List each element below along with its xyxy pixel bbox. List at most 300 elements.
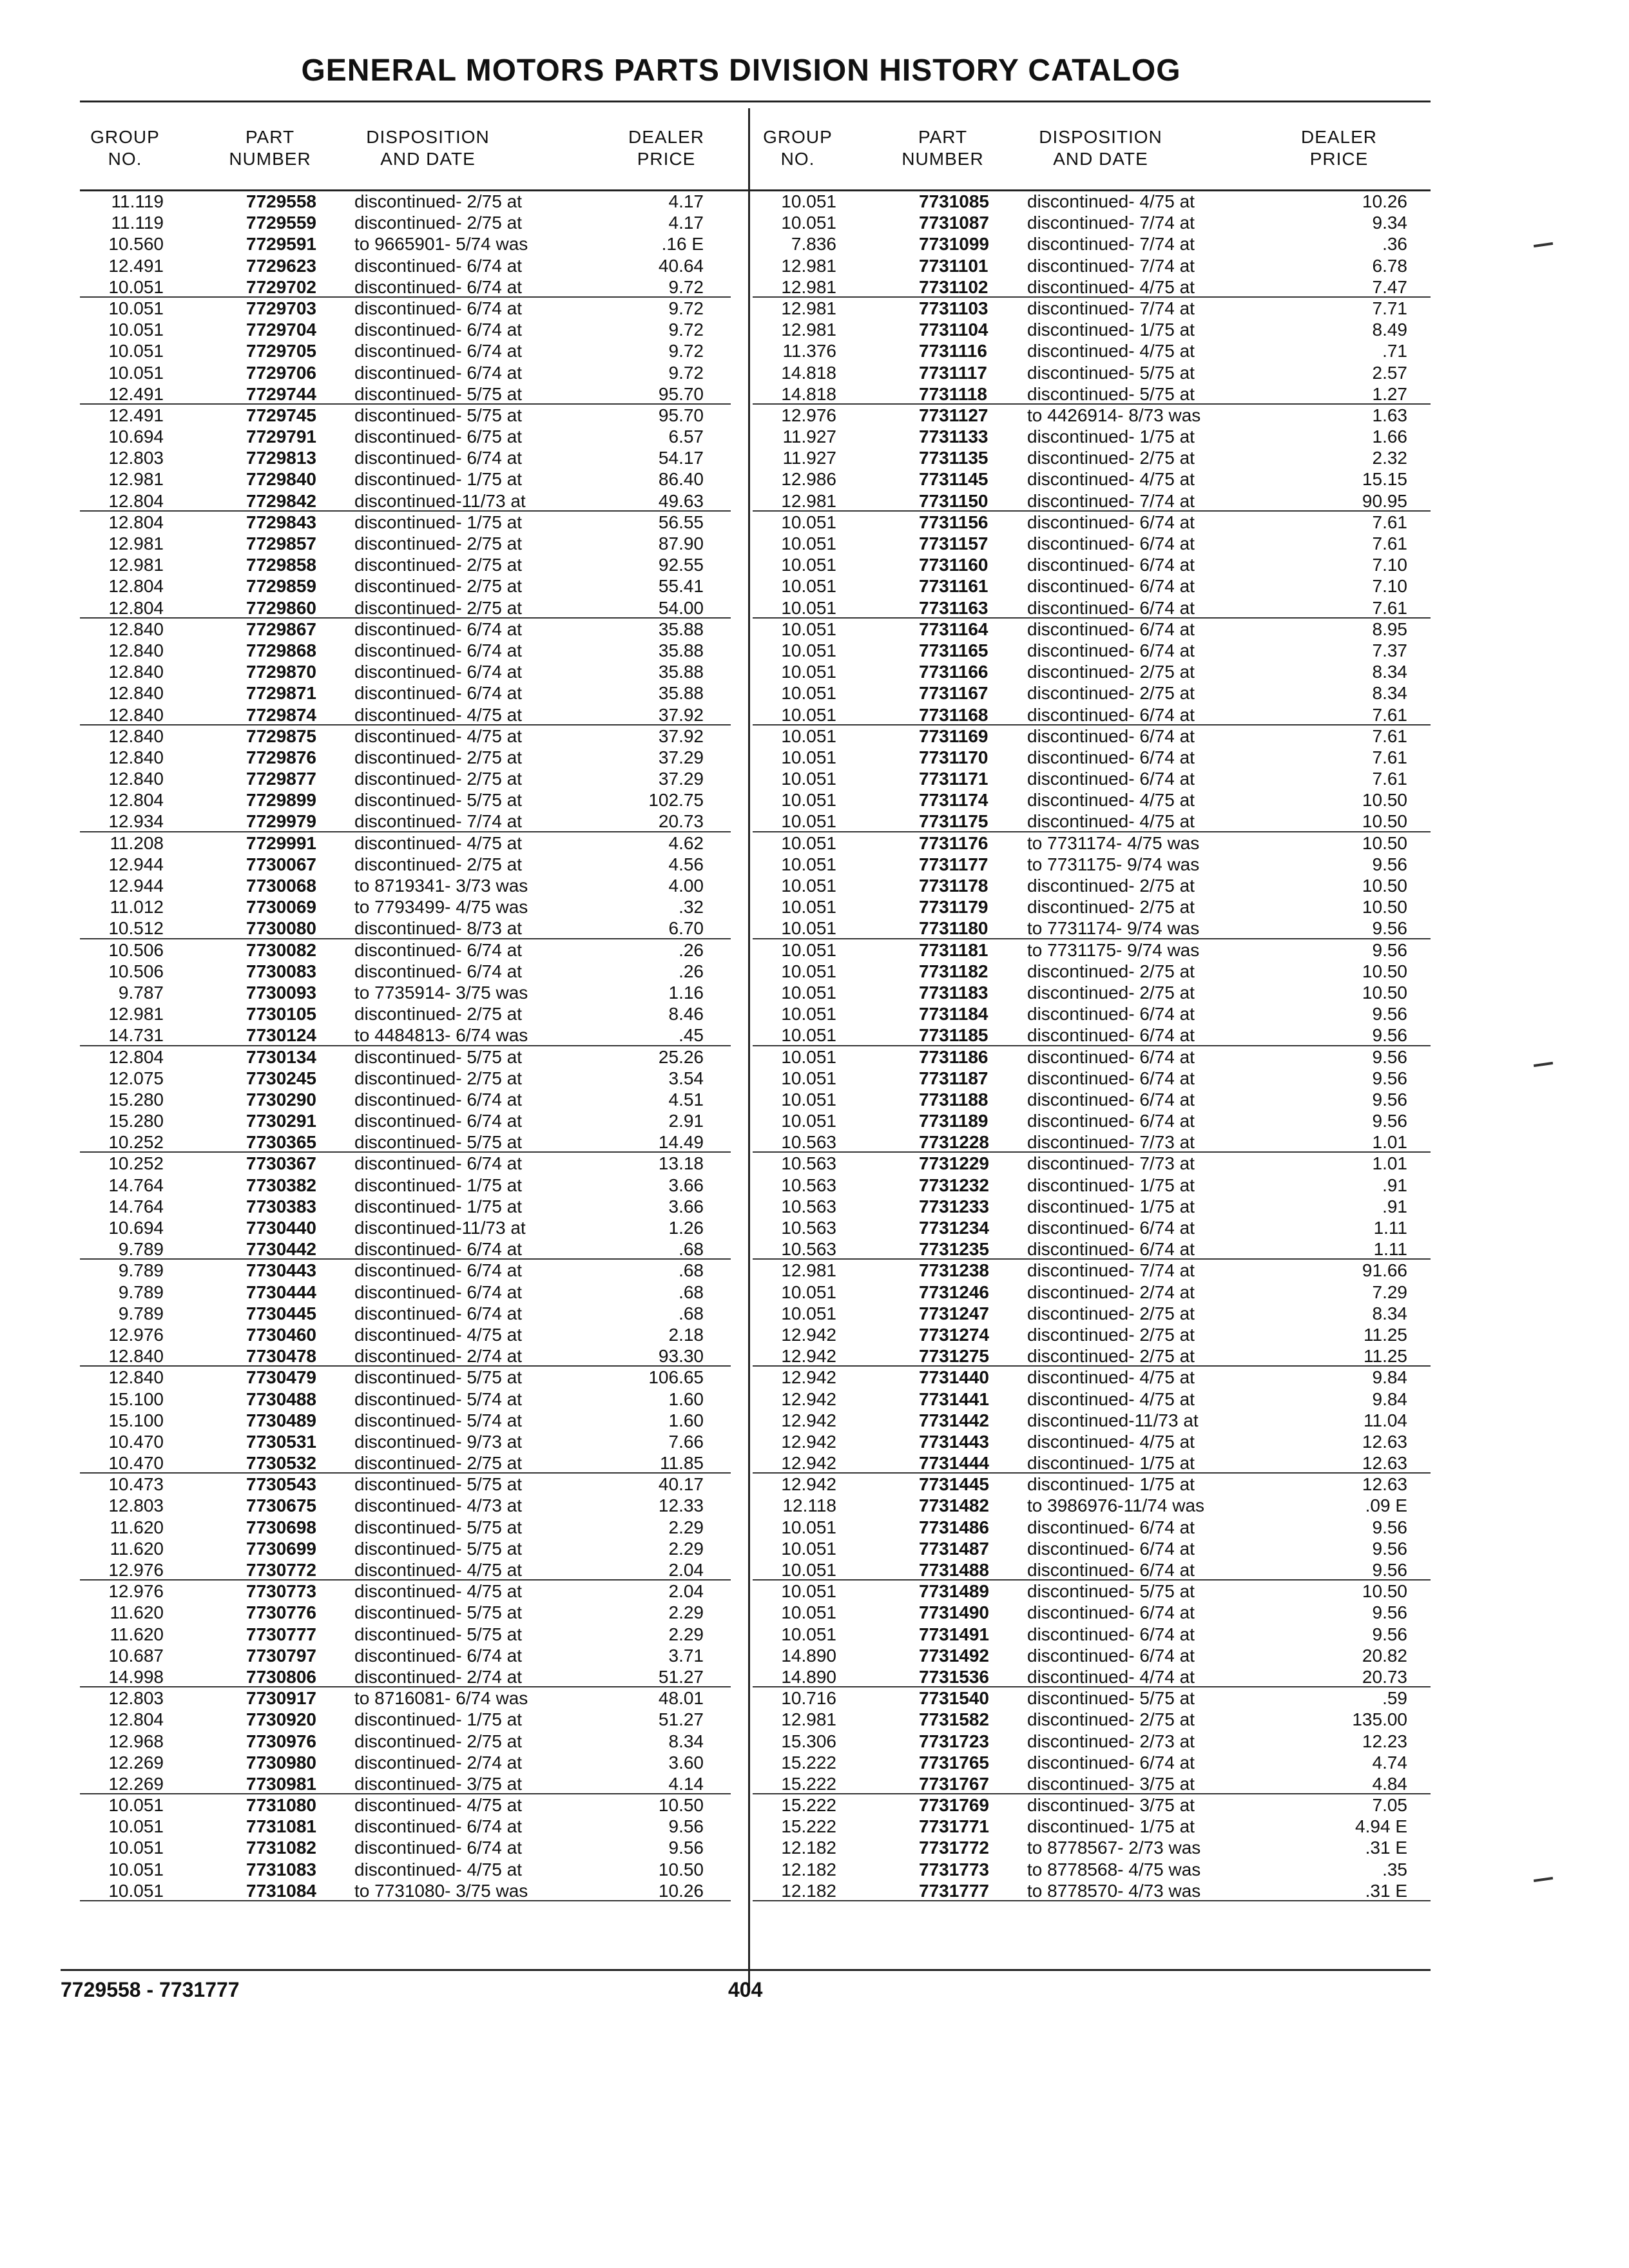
part-number: 7730772 <box>246 1560 317 1580</box>
part-number: 7729559 <box>246 213 317 233</box>
dealer-price: 1.11 <box>1373 1239 1407 1260</box>
disposition: discontinued- 6/74 at <box>1027 1004 1195 1024</box>
group-number: 14.818 <box>781 362 836 383</box>
part-number: 7731084 <box>246 1880 317 1901</box>
group-number: 10.512 <box>108 918 164 939</box>
part-number: 7730290 <box>246 1089 317 1110</box>
part-number: 7731234 <box>919 1218 990 1238</box>
disposition: discontinued- 2/75 at <box>1027 448 1195 468</box>
part-number: 7731168 <box>919 704 988 725</box>
part-number: 7730440 <box>246 1218 317 1238</box>
disposition: discontinued- 2/75 at <box>354 213 522 233</box>
group-number: 10.563 <box>781 1175 836 1195</box>
part-number: 7730082 <box>246 939 317 960</box>
group-number: 10.051 <box>781 512 836 532</box>
dealer-price: .68 <box>679 1260 704 1281</box>
table-row <box>80 1238 731 1260</box>
table-row <box>80 1196 731 1217</box>
group-number: 10.051 <box>781 1560 836 1580</box>
disposition: discontinued- 5/75 at <box>1027 1688 1195 1709</box>
table-row <box>80 1089 731 1110</box>
part-number: 7731184 <box>919 1004 988 1024</box>
part-number: 7730532 <box>246 1453 317 1474</box>
header-group-line1: GROUP <box>763 127 833 147</box>
dealer-price: 9.56 <box>1372 1517 1407 1537</box>
table-row <box>753 1389 1431 1410</box>
disposition: discontinued- 2/75 at <box>1027 961 1195 981</box>
table-row <box>753 276 1431 298</box>
disposition: discontinued- 4/75 at <box>1027 469 1195 490</box>
dealer-price: 1.27 <box>1372 383 1407 404</box>
dealer-price: 1.01 <box>1372 1153 1407 1174</box>
part-number: 7729899 <box>246 790 317 811</box>
group-number: 12.269 <box>108 1773 164 1794</box>
table-row <box>80 1024 731 1046</box>
disposition: discontinued- 6/74 at <box>354 1816 522 1837</box>
dealer-price: 3.66 <box>668 1175 704 1195</box>
dealer-price: 86.40 <box>658 469 704 490</box>
top-rule <box>80 101 1431 102</box>
table-row <box>80 575 731 597</box>
dealer-price: 10.50 <box>1362 897 1407 918</box>
table-row <box>753 661 1431 682</box>
header-part-number <box>215 126 325 170</box>
part-number: 7731536 <box>919 1666 990 1687</box>
disposition: discontinued- 2/75 at <box>1027 1346 1195 1367</box>
table-row <box>753 1559 1431 1581</box>
part-number: 7731187 <box>919 1068 988 1088</box>
group-number: 10.716 <box>781 1688 836 1709</box>
group-number: 12.976 <box>108 1581 164 1602</box>
disposition: discontinued- 6/74 at <box>354 640 522 660</box>
dealer-price: 2.91 <box>668 1111 704 1131</box>
dealer-price: 1.66 <box>1372 427 1407 447</box>
group-number: 10.051 <box>781 704 836 725</box>
group-number: 12.803 <box>108 1688 164 1709</box>
table-row <box>753 1217 1431 1238</box>
group-number: 15.280 <box>108 1089 164 1110</box>
disposition: discontinued- 6/74 at <box>1027 576 1195 597</box>
group-number: 9.789 <box>118 1282 164 1302</box>
disposition: discontinued- 7/73 at <box>1027 1132 1195 1153</box>
group-number: 15.222 <box>781 1773 836 1794</box>
disposition: discontinued- 6/74 at <box>1027 1624 1195 1644</box>
table-row <box>80 1709 731 1730</box>
group-number: 10.563 <box>781 1239 836 1260</box>
disposition: discontinued- 1/75 at <box>1027 1175 1195 1195</box>
dealer-price: 4.00 <box>668 876 704 896</box>
table-row <box>753 1089 1431 1110</box>
group-number: 7.836 <box>791 234 836 255</box>
dealer-price: 12.63 <box>1362 1474 1407 1495</box>
disposition: discontinued- 5/75 at <box>354 1046 522 1067</box>
dealer-price: .31 E <box>1365 1838 1407 1858</box>
disposition: discontinued- 6/74 at <box>354 1111 522 1131</box>
part-number: 7729877 <box>246 769 317 789</box>
disposition: discontinued- 4/75 at <box>1027 790 1195 811</box>
part-number: 7731102 <box>919 276 988 297</box>
part-number: 7730067 <box>246 854 317 874</box>
table-row <box>80 1389 731 1410</box>
group-number: 12.942 <box>781 1410 836 1430</box>
table-row <box>80 1837 731 1858</box>
group-number: 11.927 <box>782 427 836 447</box>
disposition: discontinued- 6/74 at <box>1027 1538 1195 1559</box>
bottom-rule <box>61 1969 1431 1971</box>
part-number: 7731229 <box>919 1153 990 1174</box>
table-row <box>753 896 1431 918</box>
part-number: 7731489 <box>919 1581 990 1602</box>
group-number: 12.804 <box>108 790 164 811</box>
table-row <box>80 1303 731 1324</box>
part-number: 7729979 <box>246 811 317 832</box>
dealer-price: 7.61 <box>1372 597 1407 618</box>
table-row <box>753 1024 1431 1046</box>
disposition: discontinued- 2/74 at <box>354 1346 522 1367</box>
group-number: 12.934 <box>108 811 164 832</box>
group-number: 12.942 <box>781 1346 836 1367</box>
disposition: discontinued- 6/74 at <box>1027 555 1195 575</box>
dealer-price: 1.60 <box>668 1410 704 1430</box>
group-number: 12.976 <box>108 1560 164 1580</box>
dealer-price: 3.71 <box>668 1645 704 1666</box>
part-number: 7731777 <box>919 1880 990 1901</box>
header-dealer-price-line1: DEALER <box>628 127 705 147</box>
dealer-price: 2.29 <box>668 1538 704 1559</box>
page-number: 404 <box>728 1978 763 2001</box>
dealer-price: 56.55 <box>658 512 704 532</box>
disposition: discontinued- 4/75 at <box>1027 191 1195 211</box>
table-row <box>753 1517 1431 1538</box>
disposition: discontinued- 2/75 at <box>354 597 522 618</box>
dealer-price: 37.92 <box>658 704 704 725</box>
group-number: 11.620 <box>110 1602 164 1623</box>
dealer-price: 35.88 <box>658 662 704 682</box>
dealer-price: 40.17 <box>658 1474 704 1495</box>
group-number: 9.789 <box>118 1303 164 1323</box>
dealer-price: .59 <box>1382 1688 1407 1709</box>
dealer-price: 7.61 <box>1372 533 1407 553</box>
part-number: 7729991 <box>246 832 317 853</box>
part-number: 7731118 <box>919 383 987 404</box>
part-number: 7730460 <box>246 1324 317 1345</box>
part-number: 7730382 <box>246 1175 317 1195</box>
dealer-price: 10.50 <box>658 1795 704 1816</box>
disposition: discontinued- 4/75 at <box>1027 276 1195 297</box>
group-number: 11.927 <box>782 448 836 468</box>
table-row <box>753 1003 1431 1024</box>
disposition: discontinued-11/73 at <box>354 490 526 511</box>
group-number: 14.890 <box>781 1645 836 1666</box>
disposition: discontinued- 7/74 at <box>1027 234 1195 255</box>
dealer-price: 9.56 <box>1372 1025 1407 1046</box>
disposition: to 4484813- 6/74 was <box>354 1025 528 1046</box>
disposition: discontinued- 3/75 at <box>354 1773 522 1794</box>
part-number: 7731443 <box>919 1431 990 1452</box>
table-row <box>80 1217 731 1238</box>
dealer-price: 10.50 <box>1362 1581 1407 1602</box>
dealer-price: 10.50 <box>1362 876 1407 896</box>
part-number: 7731771 <box>919 1816 990 1837</box>
dealer-price: 7.10 <box>1372 555 1407 575</box>
dealer-price: .68 <box>679 1239 704 1260</box>
table-row <box>80 1282 731 1303</box>
disposition: discontinued- 7/74 at <box>1027 298 1195 318</box>
part-number: 7731490 <box>919 1602 990 1623</box>
dealer-price: 10.50 <box>1362 961 1407 981</box>
part-number: 7730773 <box>246 1581 317 1602</box>
dealer-price: 7.37 <box>1372 640 1407 660</box>
group-number: 12.981 <box>781 1260 836 1281</box>
dealer-price: 49.63 <box>658 490 704 511</box>
table-row <box>753 1624 1431 1645</box>
group-number: 9.789 <box>118 1260 164 1281</box>
table-row <box>753 1367 1431 1388</box>
group-number: 12.269 <box>108 1752 164 1773</box>
group-number: 10.687 <box>108 1645 164 1666</box>
group-number: 10.051 <box>108 1816 164 1837</box>
disposition: discontinued- 6/74 at <box>1027 619 1195 639</box>
table-row <box>80 1859 731 1880</box>
disposition: discontinued- 2/75 at <box>1027 1709 1195 1730</box>
disposition: discontinued- 6/74 at <box>354 662 522 682</box>
dealer-price: 3.54 <box>668 1068 704 1088</box>
disposition: discontinued- 7/74 at <box>354 811 522 832</box>
dealer-price: 20.73 <box>658 811 704 832</box>
dealer-price: 55.41 <box>658 576 704 597</box>
part-number: 7731765 <box>919 1752 990 1773</box>
dealer-price: 1.16 <box>668 982 704 1003</box>
dealer-price: 40.64 <box>658 255 704 276</box>
group-number: 14.764 <box>108 1175 164 1195</box>
dealer-price: 90.95 <box>1362 490 1407 511</box>
dealer-price: 7.61 <box>1372 512 1407 532</box>
table-row <box>80 1175 731 1196</box>
group-number: 10.694 <box>108 427 164 447</box>
group-number: 10.051 <box>781 790 836 811</box>
part-number: 7730105 <box>246 1004 317 1024</box>
disposition: discontinued- 6/74 at <box>354 1838 522 1858</box>
header-group-line2: NO. <box>780 149 815 169</box>
table-row <box>80 1410 731 1431</box>
table-row <box>753 1431 1431 1452</box>
part-number: 7730124 <box>246 1025 317 1046</box>
dealer-price: 10.50 <box>658 1859 704 1879</box>
header-disposition-line1: DISPOSITION <box>1039 127 1162 147</box>
table-row <box>80 1794 731 1816</box>
part-number: 7729857 <box>246 533 317 553</box>
part-number: 7729745 <box>246 405 317 425</box>
table-row <box>80 768 731 789</box>
group-number: 12.968 <box>108 1731 164 1751</box>
disposition: discontinued- 2/75 at <box>354 1453 522 1474</box>
part-number: 7731166 <box>919 662 988 682</box>
disposition: discontinued- 2/74 at <box>354 1666 522 1687</box>
part-number: 7731582 <box>919 1709 990 1730</box>
group-number: 10.051 <box>781 1602 836 1623</box>
table-row <box>753 319 1431 340</box>
group-number: 10.051 <box>781 1581 836 1602</box>
dealer-price: 7.05 <box>1372 1795 1407 1816</box>
disposition: discontinued- 6/75 at <box>354 427 522 447</box>
table-row <box>753 961 1431 982</box>
table-row <box>753 383 1431 405</box>
group-number: 15.222 <box>781 1752 836 1773</box>
group-number: 10.051 <box>781 555 836 575</box>
group-number: 11.620 <box>110 1624 164 1644</box>
part-number: 7731157 <box>919 533 988 553</box>
group-number: 11.119 <box>111 213 164 233</box>
dealer-price: 2.32 <box>1372 448 1407 468</box>
table-row <box>753 340 1431 361</box>
dealer-price: 92.55 <box>658 555 704 575</box>
group-number: 11.620 <box>110 1517 164 1537</box>
disposition: discontinued- 2/75 at <box>354 576 522 597</box>
group-number: 12.981 <box>781 298 836 318</box>
table-row <box>80 1602 731 1623</box>
part-number: 7731445 <box>919 1474 990 1495</box>
part-number: 7729876 <box>246 747 317 767</box>
table-row <box>80 468 731 490</box>
group-number: 11.119 <box>111 191 164 211</box>
disposition: discontinued- 6/74 at <box>354 298 522 318</box>
header-part-number-line2: NUMBER <box>901 149 984 169</box>
part-number: 7731081 <box>246 1816 317 1837</box>
group-number: 15.222 <box>781 1816 836 1837</box>
table-row <box>753 1816 1431 1837</box>
table-header <box>753 126 1431 191</box>
part-number: 7729868 <box>246 640 317 660</box>
dealer-price: 8.34 <box>1372 662 1407 682</box>
disposition: discontinued- 5/75 at <box>354 1538 522 1559</box>
part-number: 7731170 <box>919 747 988 767</box>
disposition: discontinued- 4/75 at <box>1027 1389 1195 1409</box>
table-row <box>753 1495 1431 1516</box>
part-number: 7729867 <box>246 619 317 639</box>
dealer-price: 7.47 <box>1372 276 1407 297</box>
group-number: 12.981 <box>108 469 164 490</box>
part-number: 7731238 <box>919 1260 990 1281</box>
disposition: discontinued- 1/75 at <box>354 1196 522 1216</box>
disposition: discontinued- 4/75 at <box>354 1859 522 1879</box>
group-number: 12.981 <box>781 276 836 297</box>
dealer-price: 7.61 <box>1372 747 1407 767</box>
dealer-price: 7.61 <box>1372 769 1407 789</box>
group-number: 12.944 <box>108 854 164 874</box>
header-part-number-line1: PART <box>918 127 968 147</box>
dealer-price: 95.70 <box>658 383 704 404</box>
disposition: discontinued- 4/75 at <box>354 1324 522 1345</box>
disposition: discontinued- 6/74 at <box>1027 1239 1195 1260</box>
dealer-price: 1.60 <box>668 1389 704 1409</box>
dealer-price: 4.51 <box>668 1089 704 1110</box>
disposition: discontinued- 6/74 at <box>354 255 522 276</box>
part-number: 7731182 <box>919 961 988 981</box>
group-number: 10.051 <box>781 961 836 981</box>
disposition: discontinued- 6/74 at <box>1027 1025 1195 1046</box>
table-row <box>80 1431 731 1452</box>
disposition: discontinued- 6/74 at <box>1027 512 1195 532</box>
dealer-price: .91 <box>1382 1175 1407 1195</box>
part-number: 7729705 <box>246 341 317 361</box>
table-row <box>753 832 1431 854</box>
group-number: 11.012 <box>110 897 164 918</box>
part-number: 7731247 <box>919 1303 990 1323</box>
group-number: 11.376 <box>782 341 836 361</box>
part-number: 7731163 <box>919 597 988 618</box>
table-row <box>753 533 1431 554</box>
part-number: 7730093 <box>246 982 317 1003</box>
group-number: 11.620 <box>110 1538 164 1559</box>
part-number: 7731133 <box>919 427 988 447</box>
disposition: to 7793499- 4/75 was <box>354 897 528 918</box>
table-row <box>80 1666 731 1687</box>
table-row <box>753 1602 1431 1623</box>
disposition: discontinued- 6/74 at <box>1027 597 1195 618</box>
part-number: 7731167 <box>919 683 988 704</box>
table-row <box>80 939 731 961</box>
dealer-price: 6.78 <box>1372 255 1407 276</box>
disposition: to 3986976-11/74 was <box>1027 1495 1205 1516</box>
dealer-price: 7.10 <box>1372 576 1407 597</box>
disposition: to 8716081- 6/74 was <box>354 1688 528 1709</box>
table-row <box>753 811 1431 832</box>
disposition: discontinued- 2/73 at <box>1027 1731 1195 1751</box>
part-number: 7730134 <box>246 1046 317 1067</box>
disposition: discontinued- 2/75 at <box>354 555 522 575</box>
group-number: 12.981 <box>108 1004 164 1024</box>
disposition: discontinued- 6/74 at <box>354 320 522 340</box>
dealer-price: 11.04 <box>1364 1410 1407 1430</box>
margin-mark <box>1534 242 1553 247</box>
dealer-price: 8.34 <box>1372 1303 1407 1323</box>
group-number: 10.051 <box>781 683 836 704</box>
table-row <box>80 1559 731 1581</box>
group-number: 10.252 <box>108 1153 164 1174</box>
table-row <box>753 1324 1431 1345</box>
group-number: 10.051 <box>108 276 164 297</box>
part-number: 7729871 <box>246 683 317 704</box>
table-row <box>753 1538 1431 1559</box>
dealer-price: .35 <box>1382 1859 1407 1879</box>
disposition: discontinued- 3/75 at <box>1027 1795 1195 1816</box>
group-number: 12.804 <box>108 490 164 511</box>
group-number: 12.840 <box>108 1367 164 1388</box>
disposition: discontinued- 4/75 at <box>354 726 522 746</box>
group-number: 12.804 <box>108 597 164 618</box>
disposition: discontinued- 5/75 at <box>1027 383 1195 404</box>
dealer-price: 6.70 <box>668 918 704 939</box>
table-row <box>753 554 1431 575</box>
group-number: 15.100 <box>108 1389 164 1409</box>
dealer-price: .26 <box>679 961 704 981</box>
part-number: 7730543 <box>246 1474 317 1495</box>
table-row <box>80 982 731 1003</box>
dealer-price: 4.14 <box>668 1773 704 1794</box>
header-part-number-line2: NUMBER <box>229 149 311 169</box>
dealer-price: 135.00 <box>1352 1709 1407 1730</box>
group-number: 12.075 <box>108 1068 164 1088</box>
dealer-price: 11.85 <box>660 1453 704 1474</box>
group-number: 12.182 <box>781 1859 836 1879</box>
group-number: 10.051 <box>781 1282 836 1302</box>
group-number: 12.942 <box>781 1324 836 1345</box>
table-row <box>753 704 1431 726</box>
disposition: discontinued- 2/75 at <box>354 1004 522 1024</box>
dealer-price: 9.56 <box>1372 1046 1407 1067</box>
table-row <box>753 362 1431 383</box>
table-row <box>80 1880 731 1901</box>
